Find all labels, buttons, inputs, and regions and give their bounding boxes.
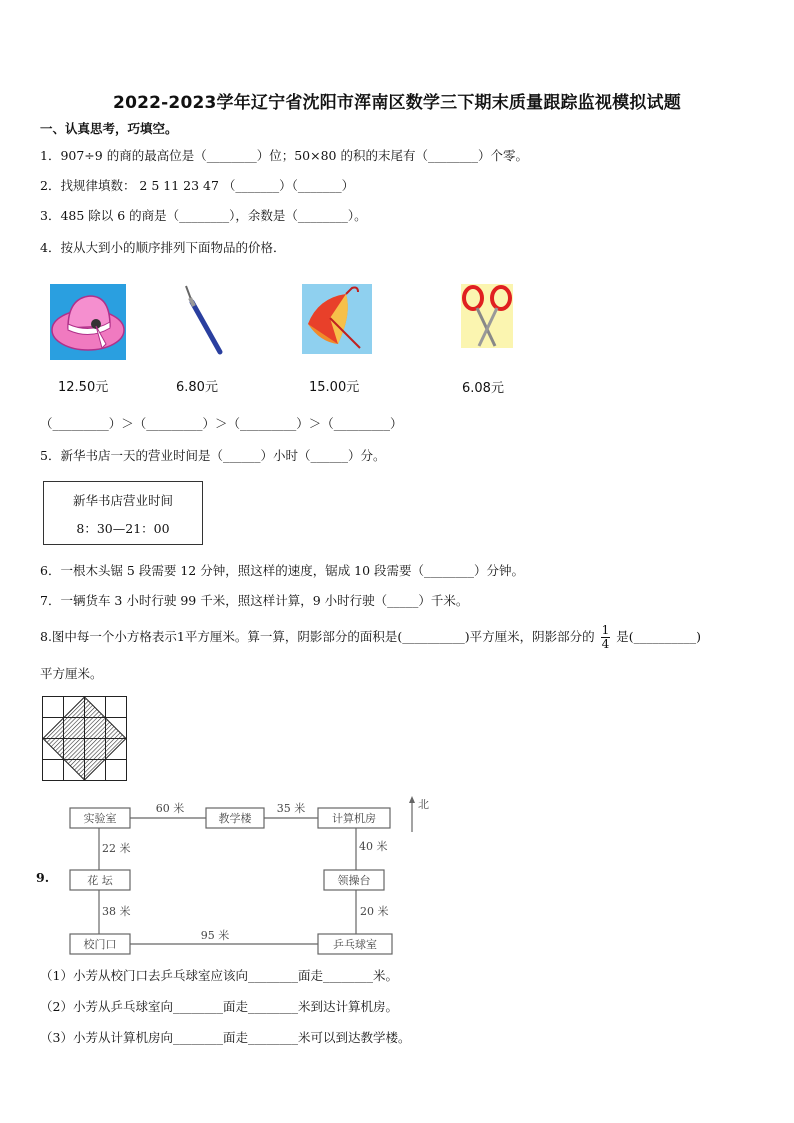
price-pen: 6.80元 <box>176 380 218 395</box>
fraction-one-quarter <box>601 624 611 651</box>
question-9-number: 9. <box>36 870 50 885</box>
question-5: 5．新华书店一天的营业时间是（______）小时（______）分。 <box>40 448 386 463</box>
question-1: 1．907÷9 的商的最高位是（________）位；50×80 的积的末尾有（________）个零。 <box>40 148 528 163</box>
distance-gate-pingpong: 95 米 <box>200 929 230 942</box>
distance-podium-pingpong: 20 米 <box>360 905 389 918</box>
hat-icon <box>50 284 126 360</box>
node-computer-room: 计算机房 <box>332 812 376 825</box>
umbrella-icon <box>302 284 372 354</box>
question-8-text-a: 8.图中每一个小方格表示1平方厘米。算一算，阴影部分的面积是(__________)平方厘米，阴影部分的 <box>40 629 595 644</box>
distance-garden-gate: 38 米 <box>102 905 131 918</box>
node-school-gate: 校门口 <box>83 938 117 951</box>
node-garden: 花 坛 <box>87 874 113 887</box>
north-label: 北 <box>418 798 429 811</box>
hours-box-time: 8：30—21：00 <box>76 521 170 536</box>
hours-box <box>43 481 203 545</box>
node-podium: 领操台 <box>337 874 371 887</box>
node-pingpong-room: 乒乓球室 <box>333 938 377 951</box>
distance-lab-garden: 22 米 <box>102 842 131 855</box>
question-9-3: （3）小芳从计算机房向________面走________米可以到达教学楼。 <box>40 1030 411 1045</box>
pen-icon <box>178 282 228 358</box>
question-8-line2: 平方厘米。 <box>40 666 103 681</box>
node-lab: 实验室 <box>83 812 117 825</box>
question-2: 2．找规律填数： 2 5 11 23 47 （_______）（_______） <box>40 178 355 193</box>
grid-figure <box>42 696 128 782</box>
distance-teach-computer: 35 米 <box>276 802 306 815</box>
question-9-2: （2）小芳从乒乓球室向________面走________米到达计算机房。 <box>40 999 398 1014</box>
page-title: 2022-2023学年辽宁省沈阳市浑南区数学三下期末质量跟踪监视模拟试题 <box>113 93 681 113</box>
section-heading: 一、认真思考，巧填空。 <box>40 121 178 136</box>
node-teaching-building: 教学楼 <box>218 812 252 825</box>
distance-lab-teach: 60 米 <box>155 802 185 815</box>
distance-computer-podium: 40 米 <box>359 840 388 853</box>
question-3: 3．485 除以 6 的商是（________），余数是（________）。 <box>40 208 367 223</box>
campus-map <box>60 794 440 958</box>
price-umbrella: 15.00元 <box>309 380 360 395</box>
price-hat: 12.50元 <box>58 380 109 395</box>
question-8-text-b: 是(__________) <box>616 629 702 644</box>
price-scissors: 6.08元 <box>462 381 504 396</box>
fraction-numerator: 1 <box>601 623 610 637</box>
question-7: 7．一辆货车 3 小时行驶 99 千米，照这样计算，9 小时行驶（_____）千米。 <box>40 593 469 608</box>
order-answer-line: （_________）＞（_________）＞（_________）＞（_________） <box>40 416 403 431</box>
fraction-denominator: 4 <box>601 637 610 651</box>
hours-box-title: 新华书店营业时间 <box>72 493 173 508</box>
question-4: 4．按从大到小的顺序排列下面物品的价格． <box>40 240 286 255</box>
question-9-1: （1）小芳从校门口去乒乓球室应该向________面走________米。 <box>40 968 398 983</box>
question-6: 6．一根木头锯 5 段需要 12 分钟，照这样的速度，锯成 10 段需要（________）分钟。 <box>40 563 525 578</box>
scissors-icon <box>461 284 513 348</box>
question-8 <box>40 624 701 651</box>
